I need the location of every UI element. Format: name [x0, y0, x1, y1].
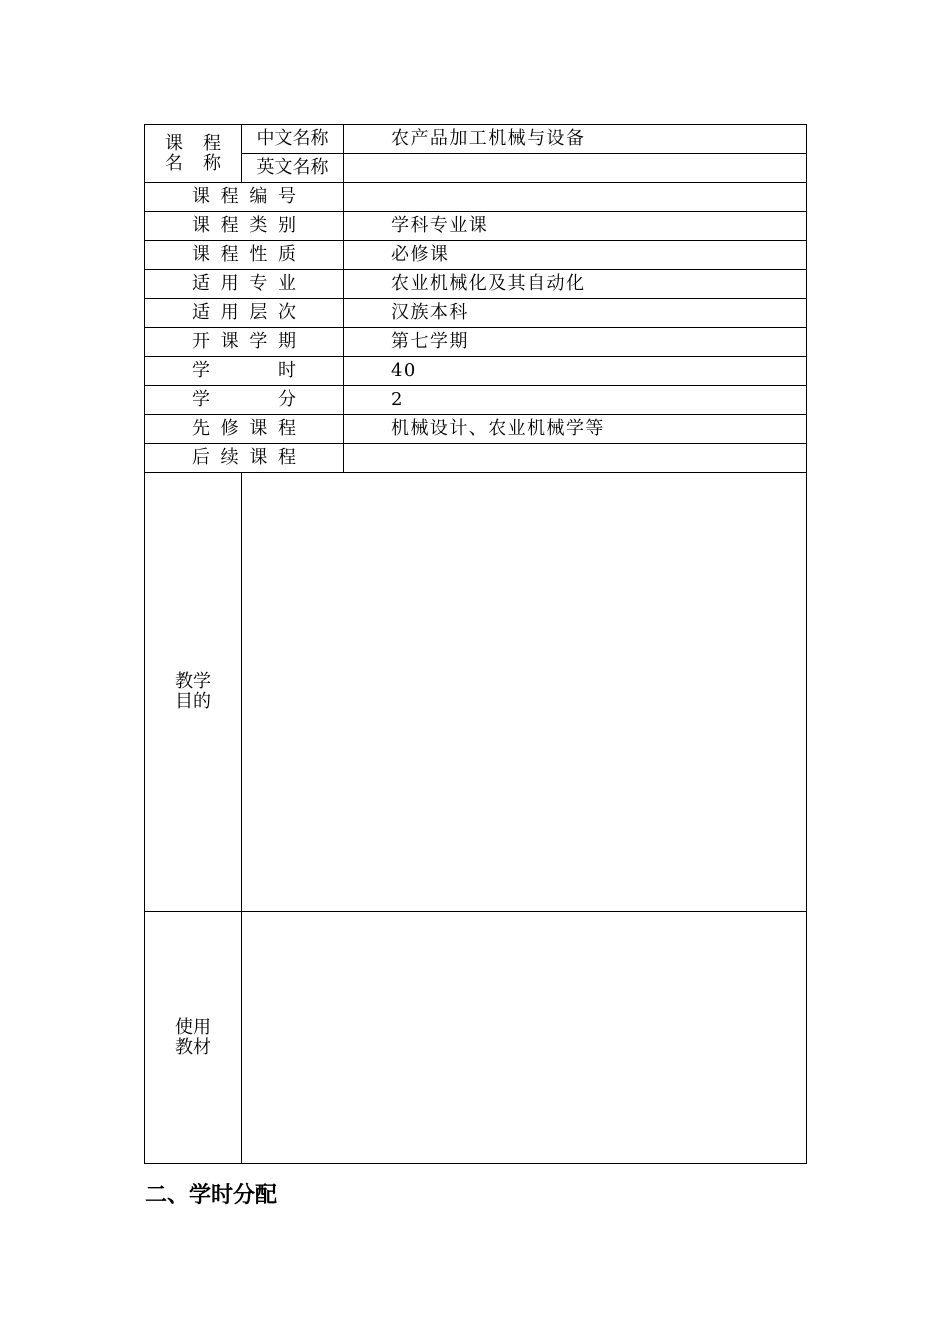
textbook-label: 使用 教材: [145, 912, 242, 1164]
row-value: 2: [344, 386, 807, 415]
table-row-textbook: [145, 912, 807, 1164]
row-label: 适用专业: [145, 270, 344, 299]
textbook-value: [242, 912, 807, 1164]
table-row-english-name: [145, 154, 807, 183]
row-label: 开课学期: [145, 328, 344, 357]
table-row: [145, 386, 807, 415]
table-row: [145, 415, 807, 444]
row-value: 学科专业课: [344, 212, 807, 241]
english-name-label: 英文名称: [242, 154, 344, 183]
row-label: 学分: [145, 386, 344, 415]
row-value: [344, 183, 807, 212]
course-info-table: [144, 124, 807, 1164]
teaching-goal-label: 教学 目的: [145, 473, 242, 912]
row-value: [344, 444, 807, 473]
row-label: 后续课程: [145, 444, 344, 473]
row-label: 课程性质: [145, 241, 344, 270]
table-row-teaching-goal: [145, 473, 807, 912]
table-row: [145, 328, 807, 357]
chinese-name-value: 农产品加工机械与设备: [344, 125, 807, 154]
row-value: 必修课: [344, 241, 807, 270]
table-row-chinese-name: [145, 125, 807, 154]
row-value: 40: [344, 357, 807, 386]
table-row: [145, 357, 807, 386]
table-row: [145, 270, 807, 299]
row-label: 学时: [145, 357, 344, 386]
row-label: 课程编号: [145, 183, 344, 212]
table-row: [145, 444, 807, 473]
section-heading: 二、学时分配: [145, 1183, 278, 1208]
table-row: [145, 241, 807, 270]
chinese-name-label: 中文名称: [242, 125, 344, 154]
row-label: 先修课程: [145, 415, 344, 444]
english-name-value: [344, 154, 807, 183]
row-value: 农业机械化及其自动化: [344, 270, 807, 299]
row-value: 第七学期: [344, 328, 807, 357]
row-label: 课程类别: [145, 212, 344, 241]
teaching-goal-value: [242, 473, 807, 912]
table-row: [145, 212, 807, 241]
table-row: [145, 183, 807, 212]
course-name-label: 课 程 名 称: [145, 125, 242, 183]
row-value: 机械设计、农业机械学等: [344, 415, 807, 444]
table-row: [145, 299, 807, 328]
row-label: 适用层次: [145, 299, 344, 328]
row-value: 汉族本科: [344, 299, 807, 328]
